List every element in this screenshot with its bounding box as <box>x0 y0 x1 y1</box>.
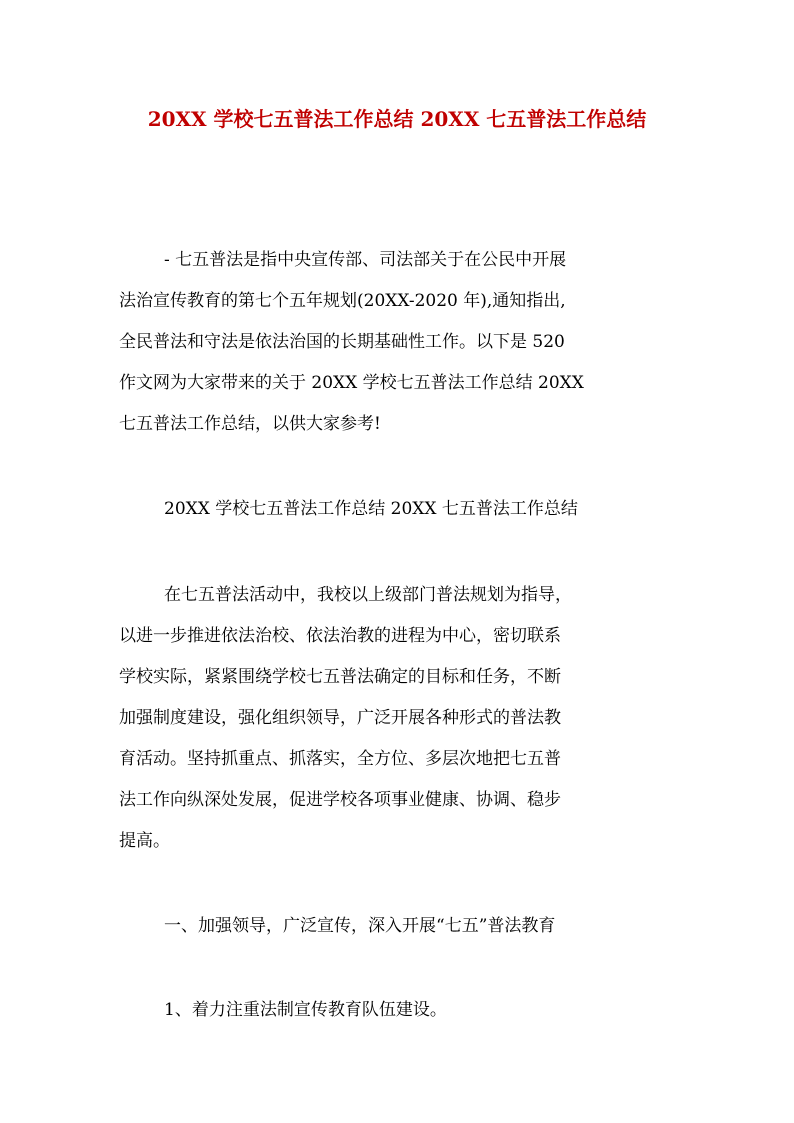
main-line: 加强制度建设，强化组织领导，广泛开展各种形式的普法教 <box>119 708 561 728</box>
item-1-text: 1、着力注重法制宣传教育队伍建设。 <box>164 1000 447 1020</box>
subtitle-text: 20XX 学校七五普法工作总结 20XX 七五普法工作总结 <box>164 499 578 519</box>
main-line: 学校实际，紧紧围绕学校七五普法确定的目标和任务，不断 <box>119 667 561 687</box>
main-line: 以进一步推进依法治校、依法治教的进程为中心，密切联系 <box>119 626 561 646</box>
section-heading-1 <box>119 906 679 947</box>
intro-paragraph <box>119 240 679 445</box>
main-line: 法工作向纵深处发展，促进学校各项事业健康、协调、稳步 <box>119 790 561 810</box>
heading-1-text: 一、加强领导，广泛宣传，深入开展“七五”普法教育 <box>164 916 556 936</box>
intro-line: 七五普法工作总结，以供大家参考! <box>119 414 381 434</box>
document-title: 20XX 学校七五普法工作总结 20XX 七五普法工作总结 <box>147 107 647 131</box>
main-line: 在七五普法活动中，我校以上级部门普法规划为指导， <box>164 585 572 605</box>
intro-line: - 七五普法是指中央宣传部、司法部关于在公民中开展 <box>164 250 567 270</box>
intro-line: 作文网为大家带来的关于 20XX 学校七五普法工作总结 20XX <box>119 373 584 393</box>
intro-line: 法治宣传教育的第七个五年规划(20XX-2020 年),通知指出, <box>119 291 566 311</box>
main-paragraph <box>119 575 679 862</box>
main-line: 提高。 <box>119 831 170 851</box>
section-subtitle <box>119 489 679 530</box>
main-line: 育活动。坚持抓重点、抓落实，全方位、多层次地把七五普 <box>119 749 561 769</box>
intro-line: 全民普法和守法是依法治国的长期基础性工作。以下是 520 <box>119 332 565 352</box>
list-item-1 <box>119 990 679 1031</box>
